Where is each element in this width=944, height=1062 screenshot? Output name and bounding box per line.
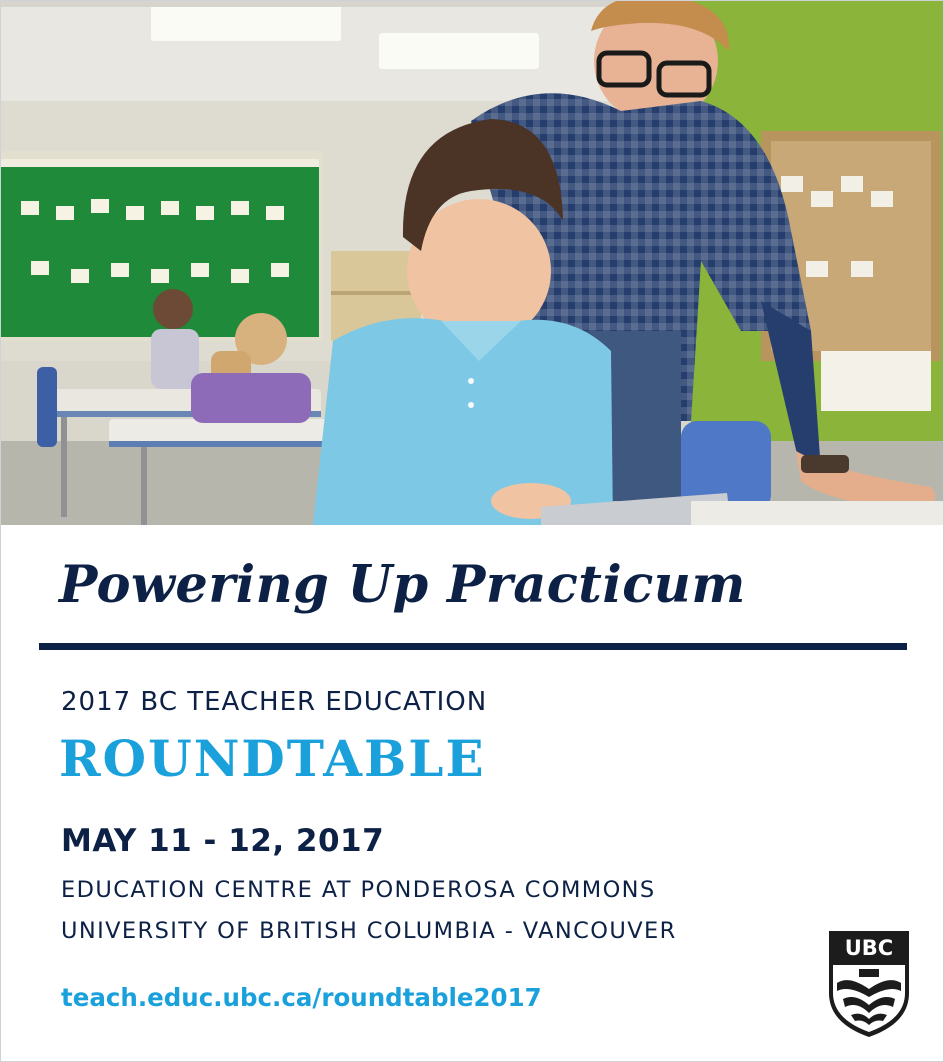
event-url-link[interactable]: teach.educ.ubc.ca/roundtable2017 — [61, 983, 542, 1012]
ubc-logo-text: UBC — [844, 936, 894, 960]
event-subtitle: 2017 BC TEACHER EDUCATION — [61, 687, 488, 717]
classroom-photo-illustration — [1, 1, 943, 525]
event-venue: EDUCATION CENTRE AT PONDEROSA COMMONS — [61, 877, 656, 903]
event-university: UNIVERSITY OF BRITISH COLUMBIA - VANCOUVER — [61, 918, 677, 944]
event-dates: MAY 11 - 12, 2017 — [61, 823, 385, 859]
ubc-crest-icon — [829, 931, 909, 1037]
event-name: ROUNDTABLE — [59, 729, 486, 788]
page-title: Powering Up Practicum — [59, 555, 746, 615]
title-divider — [39, 643, 907, 650]
classroom-photo — [1, 1, 943, 525]
